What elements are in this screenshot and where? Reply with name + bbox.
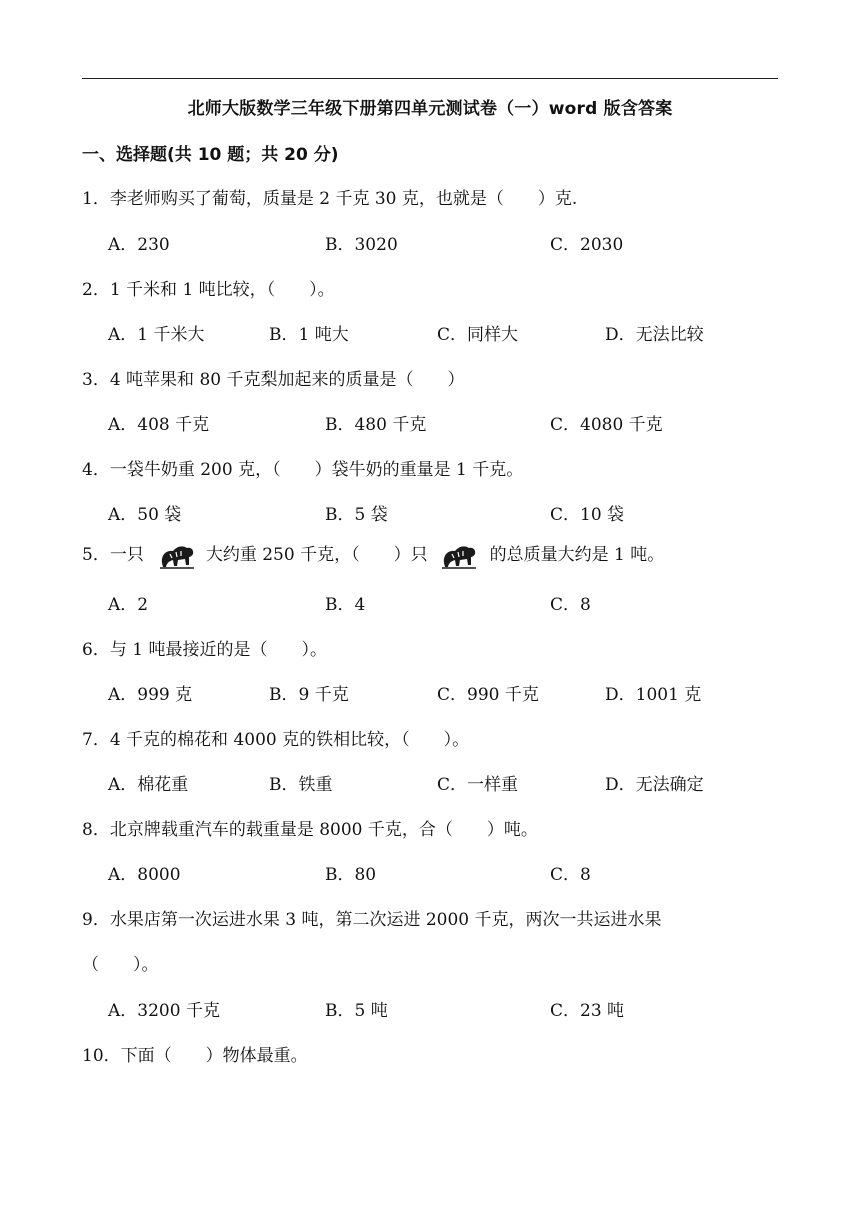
q2-option-d: D．无法比较 xyxy=(605,325,704,345)
q9-option-c: C．23 吨 xyxy=(550,1001,625,1021)
q4-option-c: C．10 袋 xyxy=(550,505,625,525)
q5-option-a: A．2 xyxy=(108,595,149,615)
question-9-continued: （ ）。 xyxy=(82,955,159,975)
document-title: 北师大版数学三年级下册第四单元测试卷（一）word 版含答案 xyxy=(187,99,673,119)
header-rule xyxy=(82,78,778,79)
question-9: 9．水果店第一次运进水果 3 吨，第二次运进 2000 千克，两次一共运进水果 xyxy=(82,910,662,930)
section-heading: 一、选择题(共 10 题；共 20 分) xyxy=(82,145,339,165)
q6-option-a: A．999 克 xyxy=(108,685,193,705)
q5-text-part-3: 的总质量大约是 1 吨。 xyxy=(489,545,665,565)
q5-text-part-1: 5．一只 xyxy=(82,545,144,565)
q3-option-a: A．408 千克 xyxy=(108,415,210,435)
question-10: 10．下面（ ）物体最重。 xyxy=(82,1046,308,1066)
q7-option-c: C．一样重 xyxy=(437,775,519,795)
q3-option-c: C．4080 千克 xyxy=(550,415,663,435)
q1-option-c: C．2030 xyxy=(550,235,624,255)
q2-option-c: C．同样大 xyxy=(437,325,519,345)
q5-text-part-2: 大约重 250 千克，（ ）只 xyxy=(205,545,428,565)
q8-option-c: C．8 xyxy=(550,865,591,885)
question-2: 2．1 千米和 1 吨比较，（ ）。 xyxy=(82,280,335,300)
question-5 xyxy=(82,538,664,572)
q8-option-b: B．80 xyxy=(325,865,377,885)
question-3: 3．4 吨苹果和 80 千克梨加起来的质量是（ ） xyxy=(82,370,465,390)
q6-option-c: C．990 千克 xyxy=(437,685,539,705)
q2-option-b: B．1 吨大 xyxy=(269,325,349,345)
question-7: 7．4 千克的棉花和 4000 克的铁相比较，（ ）。 xyxy=(82,730,470,750)
question-8: 8．北京牌载重汽车的载重量是 8000 千克，合（ ）吨。 xyxy=(82,820,538,840)
question-6: 6．与 1 吨最接近的是（ ）。 xyxy=(82,640,327,660)
tiger-icon xyxy=(440,541,478,571)
q2-option-a: A．1 千米大 xyxy=(108,325,205,345)
q5-option-b: B．4 xyxy=(325,595,366,615)
q4-option-b: B．5 袋 xyxy=(325,505,388,525)
q7-option-a: A．棉花重 xyxy=(108,775,189,795)
q7-option-d: D．无法确定 xyxy=(605,775,704,795)
q6-option-d: D．1001 克 xyxy=(605,685,702,705)
q8-option-a: A．8000 xyxy=(108,865,181,885)
tiger-icon xyxy=(158,541,196,571)
q7-option-b: B．铁重 xyxy=(269,775,333,795)
q3-option-b: B．480 千克 xyxy=(325,415,427,435)
question-1: 1．李老师购买了葡萄，质量是 2 千克 30 克，也就是（ ）克. xyxy=(82,189,578,209)
q6-option-b: B．9 千克 xyxy=(269,685,349,705)
q1-option-a: A．230 xyxy=(108,235,170,255)
q4-option-a: A．50 袋 xyxy=(108,505,182,525)
q1-option-b: B．3020 xyxy=(325,235,398,255)
question-4: 4．一袋牛奶重 200 克，（ ）袋牛奶的重量是 1 千克。 xyxy=(82,460,524,480)
q9-option-b: B．5 吨 xyxy=(325,1001,388,1021)
q5-option-c: C．8 xyxy=(550,595,591,615)
q9-option-a: A．3200 千克 xyxy=(108,1001,220,1021)
